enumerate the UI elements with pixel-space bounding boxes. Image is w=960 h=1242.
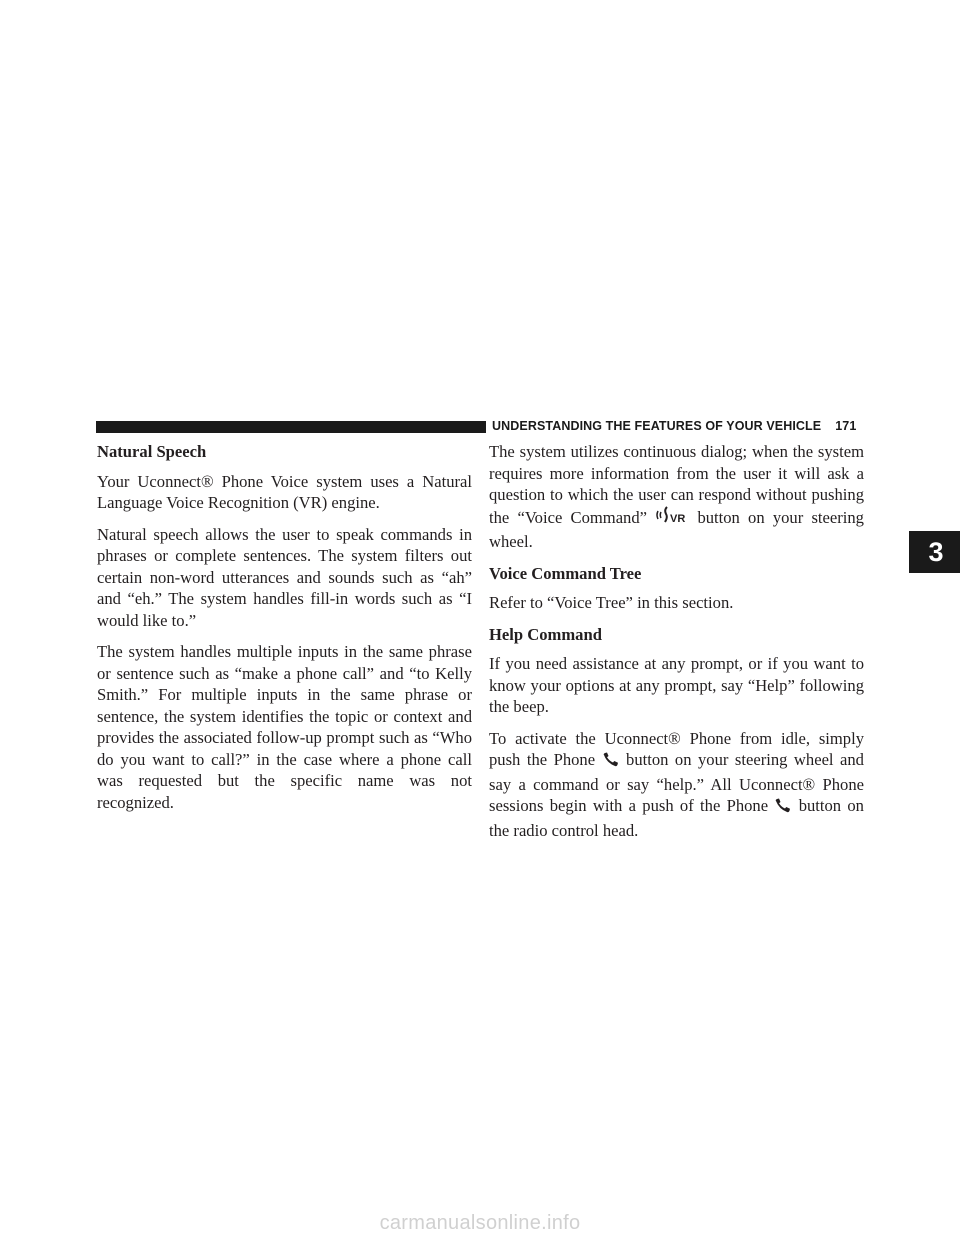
paragraph-activate — [489, 728, 864, 842]
section-title: UNDERSTANDING THE FEATURES OF YOUR VEHICLE — [492, 419, 822, 433]
text: The system utilizes continuous dialog; when the system requires more information from the user it will ask a question to which the user can respond without pushing the “Voice Command” — [489, 442, 864, 527]
watermark: carmanualsonline.info — [379, 1212, 581, 1234]
running-header — [492, 419, 856, 433]
text: button on your steering wheel and say a command or say “help.” All Uconnect® Phone sessions begin with a push of the Phone — [489, 750, 864, 815]
heading-help-command: Help Command — [489, 624, 602, 644]
voice-command-icon — [655, 506, 689, 532]
left-column — [97, 441, 472, 823]
heading-voice-command-tree: Voice Command Tree — [489, 563, 642, 583]
page-number: 171 — [835, 419, 857, 433]
chapter-tab: 3 — [909, 531, 960, 573]
paragraph: Refer to “Voice Tree” in this section. — [489, 593, 734, 612]
header-rule — [96, 421, 486, 433]
paragraph-continuous-dialog — [489, 441, 864, 553]
paragraph: Natural speech allows the user to speak commands in phrases or complete sentences. The system filters out certain non-word utterances and sounds such as “ah” and “eh.” The system handles fill-in words such as “I would like to.” — [97, 524, 472, 630]
paragraph: Your Uconnect® Phone Voice system uses a Natural Language Voice Recognition (VR) engine. — [97, 471, 472, 512]
text: button on the radio control head. — [489, 796, 864, 840]
svg-text:VR: VR — [670, 512, 686, 525]
paragraph: If you need assistance at any prompt, or if you want to know your options at any prompt, say “Help” following the beep. — [489, 654, 864, 716]
text: button on your steering wheel. — [489, 507, 864, 551]
heading-natural-speech: Natural Speech — [97, 442, 207, 461]
paragraph: The system handles multiple inputs in the same phrase or sentence such as “make a phone call” and “to Kelly Smith.” For multiple inputs in the same phrase or sentence, the system identifies the topic or context and provides the associated follow-up prompt such as “Who do you want to call?” in the case where a phone call was requested but the specific name was not recognized. — [97, 642, 472, 812]
phone-icon — [774, 798, 792, 820]
right-column — [489, 441, 864, 851]
text: To activate the Uconnect® Phone from idle, simply push the Phone — [489, 728, 864, 769]
phone-icon — [602, 752, 620, 774]
